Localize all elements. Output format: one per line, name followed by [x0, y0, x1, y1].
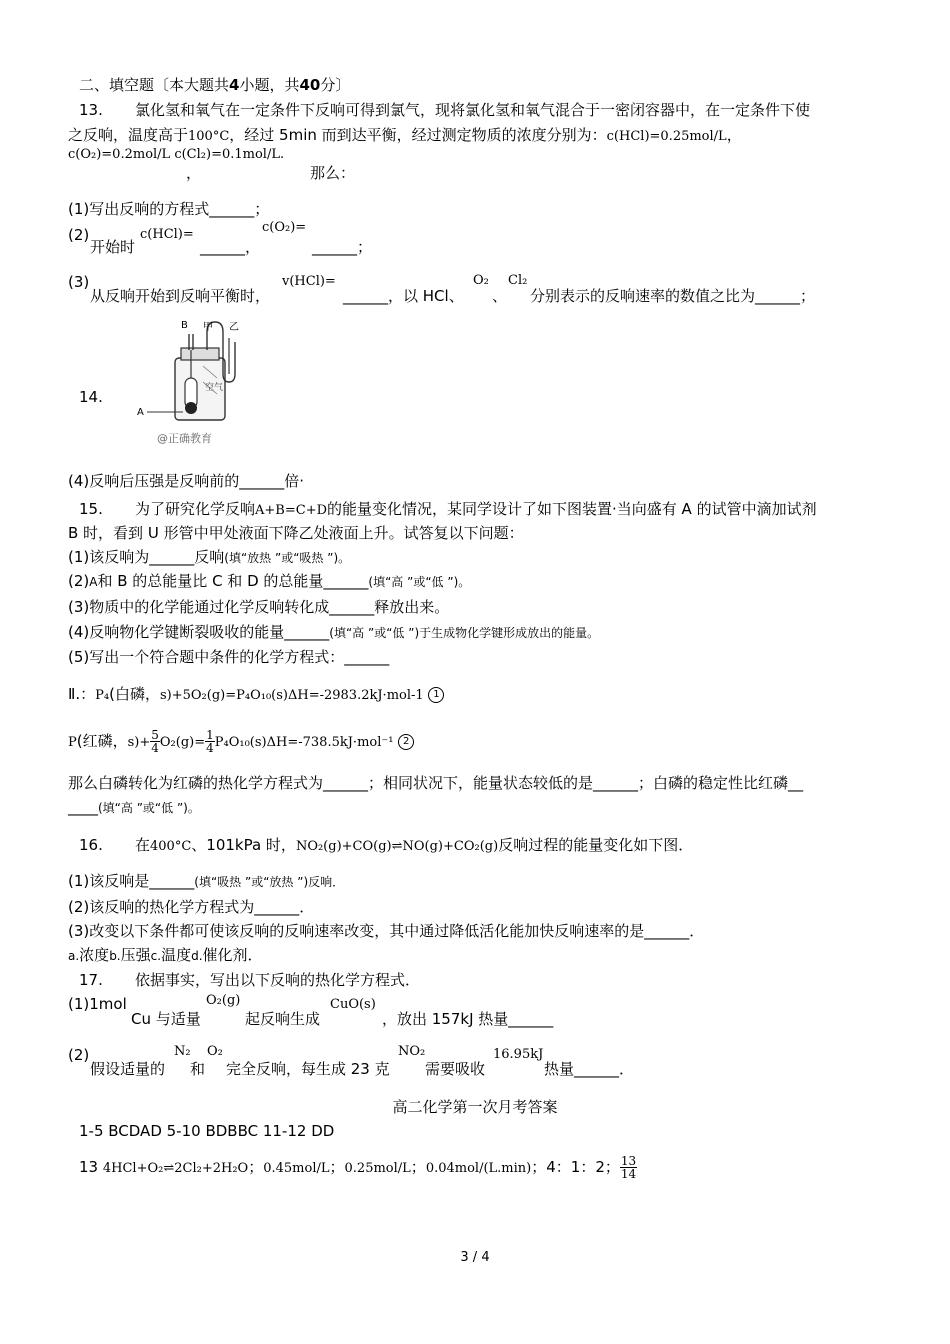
- section-header: 二、填空题〔本大题共4小题，共40分〕: [79, 76, 351, 94]
- q13-stem-line2: 之反响，温度高于100°C，经过 5min 而到达平衡，经过测定物质的浓度分别为：c(HCl)=0.25mol/L，: [68, 126, 742, 144]
- q13-part3-o2: O₂: [473, 273, 489, 288]
- q17-number: 17.: [79, 971, 103, 989]
- q13-part3-sep: 、: [492, 287, 508, 305]
- q13-part2-c2: c(O₂)=: [262, 220, 307, 235]
- q17-part1-text-b: 起反响生成: [245, 1010, 321, 1028]
- q13-then: 那么：: [310, 164, 356, 182]
- q13-part2-blank1: ______，: [200, 238, 261, 256]
- part2-eq1: Ⅱ.：P₄(白磷，s)+5O₂(g)=P₄O₁₀(s)ΔH=-2983.2kJ·mol-1 1: [68, 685, 444, 705]
- q15-part4: (4)反响物化学键断裂吸收的能量______(填“高 ”或“低 ”)于生成物化学键形成放出的能量。: [68, 623, 600, 641]
- eq2-marker: 2: [398, 734, 414, 750]
- label-air: 空气: [205, 383, 224, 393]
- q13-part3-text-c: 分别表示的反响速率的数值之比为______；: [530, 287, 816, 305]
- q15-number: 15.: [79, 500, 103, 518]
- q15-part3: (3)物质中的化学能通过化学反响转化成______释放出来。: [68, 598, 450, 616]
- q15-stem-line2: B 时，看到 U 形管中甲处液面下降乙处液面上升。试答复以下问题：: [68, 524, 524, 542]
- q14-number: 14.: [79, 388, 103, 406]
- q16-number: 16.: [79, 836, 103, 854]
- answer-13: 13 4HCl+O₂⇌2Cl₂+2H₂O；0.45mol/L；0.25mol/L；0.04mol/(L.min)；4：1：2； $\frac{13}{14}$: [79, 1154, 637, 1181]
- q13-part3-cl2: Cl₂: [508, 273, 528, 288]
- q17-part2-heat: 16.95kJ: [493, 1047, 544, 1062]
- eq1-marker: 1: [428, 687, 444, 703]
- q17-part2-and: 和: [190, 1060, 206, 1078]
- q13-comma: ，: [186, 164, 202, 182]
- q17-part2-text-d: 热量______．: [544, 1060, 635, 1078]
- fraction-13-14: $\frac{13}{14}$: [620, 1154, 637, 1181]
- label-a: A: [137, 407, 144, 418]
- q16-part2: (2)该反响的热化学方程式为______．: [68, 898, 315, 916]
- q17-part1-text-c: ，放出 157kJ 热量______: [382, 1010, 554, 1028]
- q16-part1: (1)该反响是______(填“吸热 ”或“放热 ”)反响．: [68, 872, 345, 890]
- fraction-1-4: $\frac{1}{4}$: [206, 728, 214, 755]
- fraction-5-4: $\frac{5}{4}$: [151, 728, 159, 755]
- apparatus-diagram: [133, 318, 253, 446]
- q16-part3: (3)改变以下条件都可使该反响的反响速率改变，其中通过降低活化能加快反响速率的是______．: [68, 922, 705, 940]
- q13-part3-tag: (3): [68, 273, 90, 291]
- q13-part3-text-a: 从反响开始到反响平衡时，: [90, 287, 271, 305]
- watermark: @正确教育: [157, 432, 212, 445]
- label-jia: 甲: [203, 322, 213, 333]
- q16-stem: 在400°C、101kPa 时，NO₂(g)+CO(g)⇌NO(g)+CO₂(g)反响过程的能量变化如下图．: [135, 836, 694, 854]
- apparatus-figure: [133, 318, 253, 446]
- q13-part2-c1: c(HCl)=: [140, 227, 194, 242]
- q13-part1: (1)写出反响的方程式______；: [68, 200, 270, 218]
- q17-part2-tag: (2): [68, 1046, 90, 1064]
- label-yi: 乙: [229, 322, 239, 333]
- q15-part1: (1)该反响为______反响(填“放热 ”或“吸热 ”)。: [68, 548, 351, 566]
- answers-multiple-choice: 1-5 BCDAD 5-10 BDBBC 11-12 DD: [79, 1122, 335, 1140]
- answers-title: 高二化学第一次月考答案: [392, 1098, 558, 1116]
- q16-options: a.浓度b.压强c.温度d.催化剂．: [68, 946, 263, 964]
- q13-part2-blank2: ______；: [312, 238, 373, 256]
- label-b: B: [181, 320, 188, 331]
- bottle-stopper: [181, 348, 219, 360]
- q13-part3-v: v(HCl)=: [282, 274, 336, 289]
- q17-part2-no2: NO₂: [398, 1044, 426, 1059]
- q13-stem-line3: c(O₂)=0.2mol/L c(Cl₂)=0.1mol/L.: [68, 147, 285, 162]
- q13-part3-text-b: ______，以 HCl、: [343, 287, 464, 305]
- q17-stem: 依据事实，写出以下反响的热化学方程式．: [135, 971, 421, 989]
- q15-stem-line1: 为了研究化学反响A+B=C+D的能量变化情况，某同学设计了如下图装置·当向盛有 A 的试管中滴加试剂: [135, 500, 817, 518]
- q13-stem-line1: 氯化氢和氧气在一定条件下反响可得到氯气，现将氯化氢和氧气混合于一密闭容器中，在一定条件下使: [135, 101, 811, 119]
- q17-part1-o2: O₂(g): [206, 993, 241, 1008]
- reagent-a: [185, 402, 197, 414]
- q17-part2-o2: O₂: [207, 1044, 223, 1059]
- page-number: 3 / 4: [460, 1250, 490, 1265]
- q13-part2-start: 开始时: [90, 238, 136, 256]
- q17-part2-text-b: 完全反响，每生成 23 克: [226, 1060, 390, 1078]
- q17-part2-text-a: 假设适量的: [90, 1060, 166, 1078]
- q15-part2: (2)A和 B 的总能量比 C 和 D 的总能量______(填“高 ”或“低 ”)。: [68, 572, 471, 590]
- q17-part2-text-c: 需要吸收: [425, 1060, 486, 1078]
- q17-part1-cuo: CuO(s): [330, 997, 376, 1012]
- q13-part2-tag: (2): [68, 226, 90, 244]
- q17-part1-text-a: Cu 与适量: [131, 1010, 201, 1028]
- q15-part5: (5)写出一个符合题中条件的化学方程式：______: [68, 648, 390, 666]
- part2-question-line2: ____(填“高 ”或“低 ”)。: [68, 798, 200, 816]
- q17-part1-tag: (1)1mol: [68, 995, 127, 1013]
- q17-part2-n2: N₂: [174, 1044, 191, 1059]
- part2-question-line1: 那么白磷转化为红磷的热化学方程式为______；相同状况下，能量状态较低的是______；白磷的稳定性比红磷__: [68, 774, 804, 792]
- q14-part4: (4)反响后压强是反响前的______倍·: [68, 472, 305, 490]
- q13-number: 13.: [79, 101, 103, 119]
- part2-eq2: P(红磷，s)+ $\frac{5}{4}$ O₂(g)= $\frac{1}{4}$ P₄O₁₀(s)ΔH=-738.5kJ·mol⁻¹ 2: [68, 728, 414, 756]
